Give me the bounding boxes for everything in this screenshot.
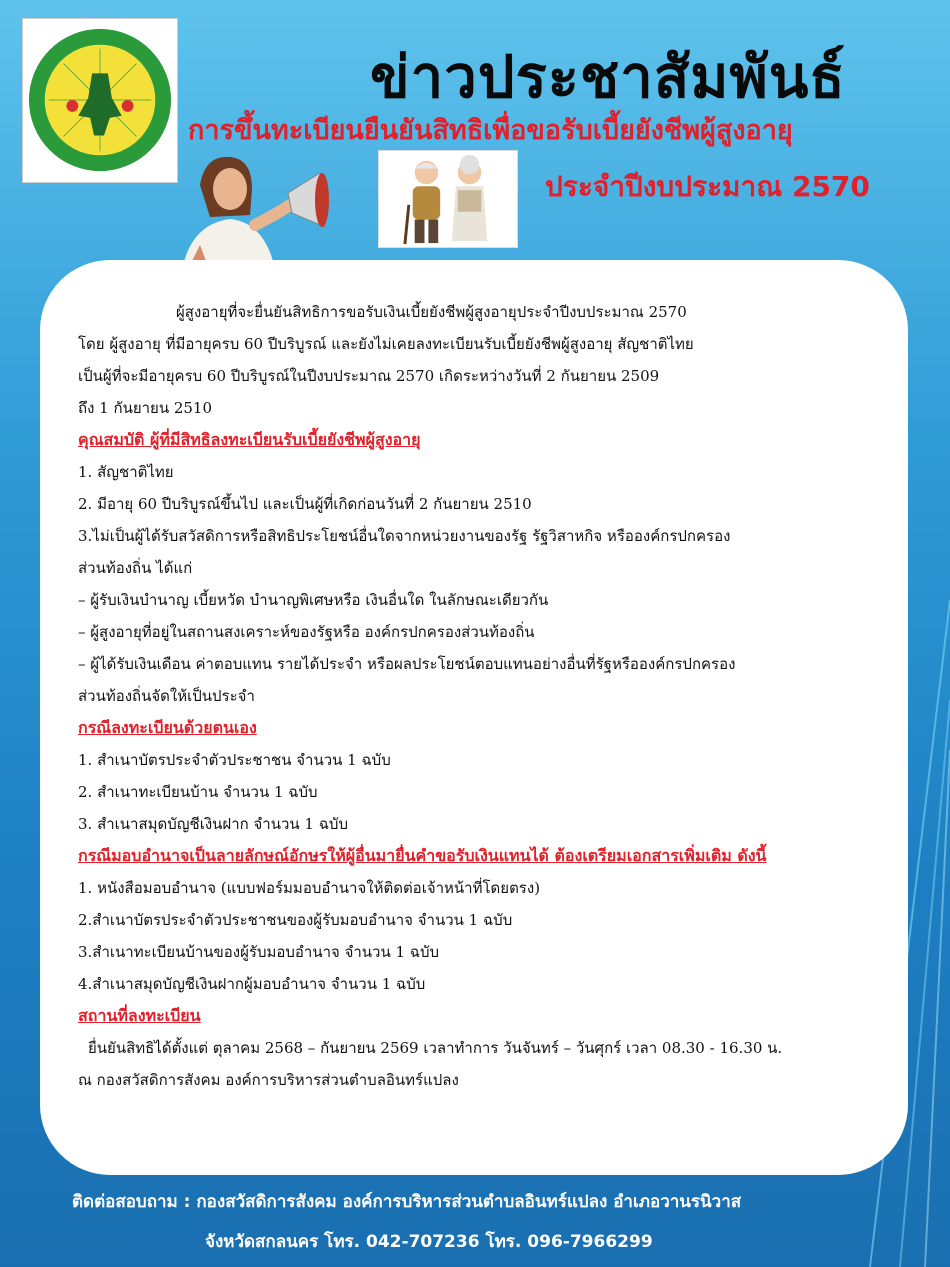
proxy-registration-heading: กรณีมอบอำนาจเป็นลายลักษณ์อักษรให้ผู้อื่นมายื่นคำขอรับเงินแทนได้ ต้องเตรียมเอกสารเพิ่มเติม ดังนี้	[78, 846, 767, 865]
list-item: 2.สำเนาบัตรประจำตัวประชาชนของผู้รับมอบอำนาจ จำนวน 1 ฉบับ	[78, 911, 513, 929]
list-item: – ผู้สูงอายุที่อยู่ในสถานสงเคราะห์ของรัฐหรือ องค์กรปกครองส่วนท้องถิ่น	[78, 623, 535, 641]
qualifications-section	[78, 424, 874, 712]
qualifications-heading: คุณสมบัติ ผู้ที่มีสิทธิลงทะเบียนรับเบี้ยยังชีพผู้สูงอายุ	[78, 430, 421, 449]
organization-logo	[22, 18, 178, 183]
list-item: 3.สำเนาทะเบียนบ้านของผู้รับมอบอำนาจ จำนวน 1 ฉบับ	[78, 943, 440, 961]
list-item: 1. หนังสือมอบอำนาจ (แบบฟอร์มมอบอำนาจให้ติดต่อเจ้าหน้าที่โดยตรง)	[78, 879, 541, 897]
list-item: 4.สำเนาสมุดบัญชีเงินฝากผู้มอบอำนาจ จำนวน 1 ฉบับ	[78, 975, 426, 993]
list-item: ส่วนท้องถิ่นจัดให้เป็นประจำ	[78, 687, 255, 705]
location-line: ณ กองสวัสดิการสังคม องค์การบริหารส่วนตำบลอินทร์แปลง	[78, 1071, 459, 1089]
self-registration-heading: กรณีลงทะเบียนด้วยตนเอง	[78, 718, 257, 737]
page-subtitle: การขึ้นทะเบียนยืนยันสิทธิเพื่อขอรับเบี้ยยังชีพผู้สูงอายุ	[188, 115, 793, 146]
intro-line: เป็นผู้ที่จะมีอายุครบ 60 ปีบริบูรณ์ในปีงบประมาณ 2570 เกิดระหว่างวันที่ 2 กันยายน 2509	[78, 367, 660, 385]
self-registration-section	[78, 712, 874, 840]
location-line: ยื่นยันสิทธิได้ตั้งแต่ ตุลาคม 2568 – กันยายน 2569 เวลาทำการ วันจันทร์ – วันศุกร์ เวลา 08.30 - 16.30 น.	[88, 1039, 783, 1057]
contact-phone-line: จังหวัดสกลนคร โทร. 042-707236 โทร. 096-7966299	[205, 1232, 653, 1252]
list-item: 3.ไม่เป็นผู้ได้รับสวัสดิการหรือสิทธิประโยชน์อื่นใดจากหน่วยงานของรัฐ รัฐวิสาหกิจ หรือองค์กรปกครอง	[78, 527, 731, 545]
list-item: 2. สำเนาทะเบียนบ้าน จำนวน 1 ฉบับ	[78, 783, 318, 801]
contact-line: ติดต่อสอบถาม : กองสวัสดิการสังคม องค์การบริหารส่วนตำบลอินทร์แปลง อำเภอวานรนิวาส	[72, 1192, 742, 1212]
list-item: 2. มีอายุ 60 ปีบริบูรณ์ขึ้นไป และเป็นผู้ที่เกิดก่อนวันที่ 2 กันยายน 2510	[78, 495, 532, 513]
list-item: 1. สัญชาติไทย	[78, 463, 174, 481]
location-section	[78, 1000, 874, 1096]
intro-line: ผู้สูงอายุที่จะยื่นยันสิทธิการขอรับเงินเบี้ยยังชีพผู้สูงอายุประจำปีงบประมาณ 2570	[176, 303, 687, 321]
location-heading: สถานที่ลงทะเบียน	[78, 1006, 201, 1025]
proxy-registration-section	[78, 840, 874, 1000]
page-title: ข่าวประชาสัมพันธ์	[370, 43, 846, 111]
fiscal-year-label: ประจำปีงบประมาณ 2570	[545, 170, 870, 203]
list-item: 3. สำเนาสมุดบัญชีเงินฝาก จำนวน 1 ฉบับ	[78, 815, 348, 833]
intro-line: โดย ผู้สูงอายุ ที่มีอายุครบ 60 ปีบริบูรณ์ และยังไม่เคยลงทะเบียนรับเบี้ยยังชีพผู้สูงอายุ สัญชาติไทย	[78, 335, 694, 353]
intro-line: ถึง 1 กันยายน 2510	[78, 399, 213, 417]
list-item: – ผู้ได้รับเงินเดือน ค่าตอบแทน รายได้ประจำ หรือผลประโยชน์ตอบแทนอย่างอื่นที่รัฐหรือองค์กรปกครอง	[78, 655, 736, 673]
list-item: – ผู้รับเงินบำนาญ เบี้ยหวัด บำนาญพิเศษหรือ เงินอื่นใด ในลักษณะเดียวกัน	[78, 591, 549, 609]
intro-section	[78, 296, 874, 424]
elderly-couple-illustration	[378, 150, 518, 248]
announcement-card	[40, 260, 908, 1175]
list-item: ส่วนท้องถิ่น ได้แก่	[78, 559, 193, 577]
list-item: 1. สำเนาบัตรประจำตัวประชาชน จำนวน 1 ฉบับ	[78, 751, 391, 769]
